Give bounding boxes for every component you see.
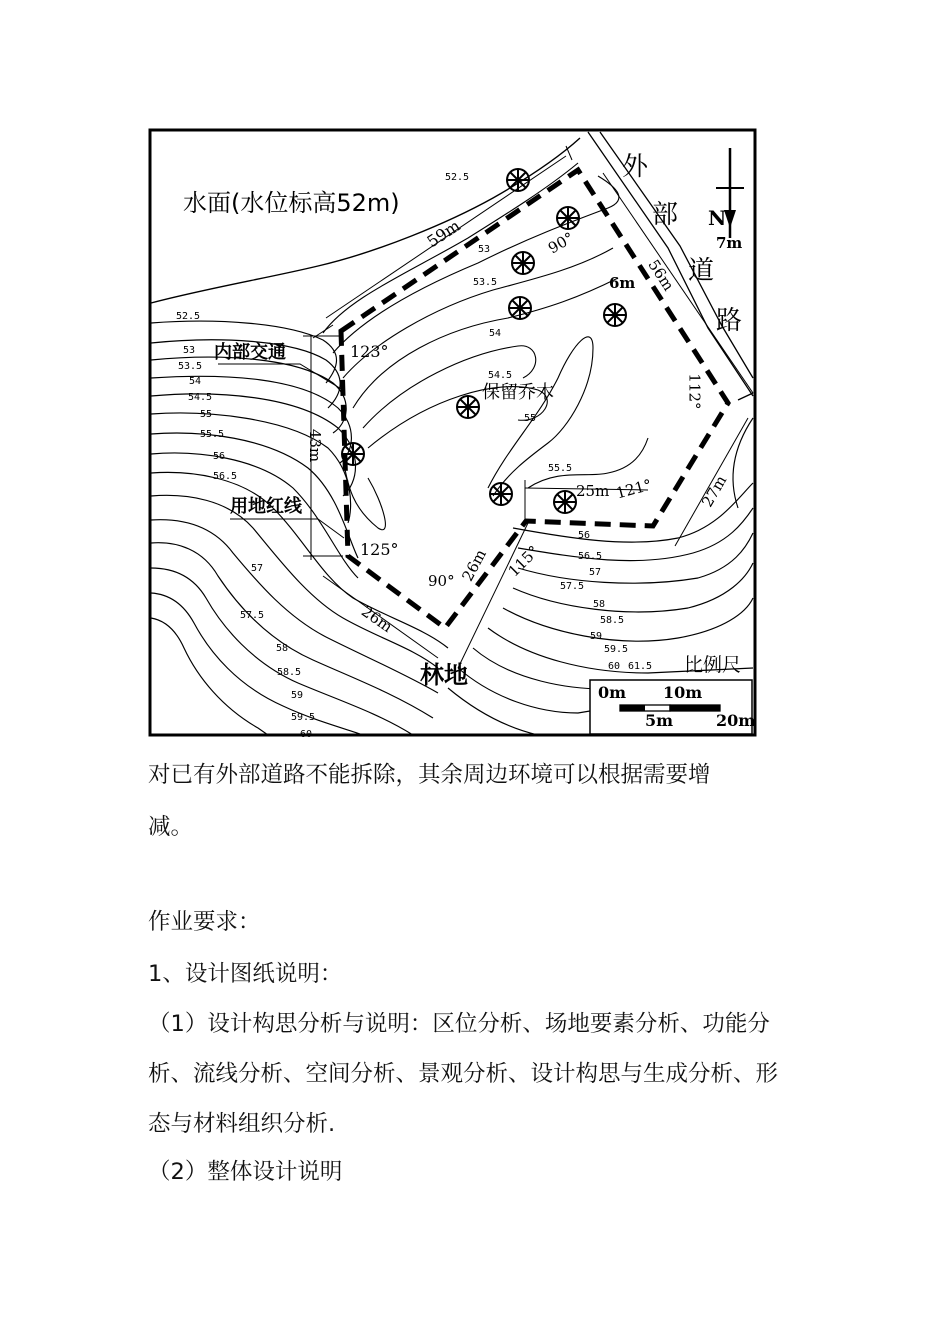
scale-top-0: 0m <box>598 683 627 702</box>
dim-26m-right: 26m <box>458 546 490 585</box>
contour-label: 58 <box>593 599 606 610</box>
scale-bottom-5: 5m <box>645 711 674 730</box>
contour-label: 52.5 <box>445 172 470 183</box>
contour-label: 56 <box>578 530 591 541</box>
external-road-lines <box>588 132 753 400</box>
item-1-line2: 析、流线分析、空间分析、景观分析、设计构思与生成分析、形 <box>148 1061 779 1087</box>
item-2: （2）整体设计说明 <box>148 1159 343 1185</box>
contour-label: 57 <box>589 567 602 578</box>
dim-6m: 6m <box>609 274 636 292</box>
paragraph-road-note-line1: 对已有外部道路不能拆除，其余周边环境可以根据需要增 <box>148 762 711 788</box>
dim-25m: 25m <box>576 482 610 500</box>
contour-label: 53.5 <box>473 277 498 288</box>
contour-label: 58.5 <box>600 615 625 626</box>
item-1-line1: （1）设计构思分析与说明：区位分析、场地要素分析、功能分 <box>148 1011 770 1037</box>
contour-label: 54.5 <box>488 370 513 381</box>
dim-43m: 43m <box>306 428 325 463</box>
dim-27m: 27m <box>698 472 731 511</box>
road-char-3: 道 <box>688 256 715 286</box>
contour-label: 54.5 <box>188 392 213 403</box>
tree-symbols <box>342 169 626 513</box>
contour-label: 55 <box>200 409 213 420</box>
dim-26m-left: 26m <box>358 602 396 637</box>
contour-label: 59.5 <box>604 644 629 655</box>
contour-label: 55.5 <box>200 429 225 440</box>
dim-7m: 7m <box>716 234 743 252</box>
north-label: N <box>708 206 727 230</box>
contour-label: 56 <box>213 451 226 462</box>
contour-label: 56.5 <box>213 471 238 482</box>
requirements-heading: 作业要求： <box>148 909 261 935</box>
contour-label: 60 <box>300 729 313 740</box>
retained-trees-label: 保留乔木 <box>482 382 554 403</box>
scale-title: 比例尺 <box>684 654 742 676</box>
contour-label: 58.5 <box>277 667 302 678</box>
road-char-1: 外 <box>622 152 649 182</box>
angle-90-top: 90° <box>545 228 578 258</box>
scale-bottom-20: 20m <box>716 711 756 730</box>
angle-90-bottom: 90° <box>428 572 455 590</box>
contour-label: 56.5 <box>578 551 603 562</box>
contour-label: 59 <box>291 690 304 701</box>
site-plan-figure <box>148 128 758 738</box>
angle-115: 115° <box>504 542 543 581</box>
contour-label: 59.5 <box>291 712 316 723</box>
angle-121: 121° <box>614 475 654 503</box>
dim-56m: 56m <box>644 256 678 295</box>
contour-label: 57 <box>251 563 264 574</box>
angle-123: 123° <box>350 342 389 361</box>
dim-59m: 59m <box>423 215 464 252</box>
angle-112: 112° <box>685 373 704 410</box>
contour-label: 59 <box>590 631 603 642</box>
contour-label: 57.5 <box>560 581 585 592</box>
paragraph-road-note-line2: 减。 <box>148 814 194 840</box>
contour-label: 60 <box>608 661 621 672</box>
contour-label: 58 <box>276 643 289 654</box>
shoreline <box>151 138 580 303</box>
site-red-line-label: 用地红线 <box>230 496 302 517</box>
angle-125: 125° <box>360 540 399 559</box>
contour-label: 61.5 <box>628 661 653 672</box>
item-1-line3: 态与材料组织分析. <box>148 1111 336 1137</box>
contour-label: 54 <box>489 328 502 339</box>
contour-label: 53.5 <box>178 361 203 372</box>
water-surface-label: 水面(水位标高52m) <box>183 189 400 217</box>
contour-label: 52.5 <box>176 311 201 322</box>
forest-label: 林地 <box>420 661 468 689</box>
road-char-4: 路 <box>716 306 743 336</box>
contour-label: 55.5 <box>548 463 573 474</box>
contour-label: 55 <box>524 413 537 424</box>
contour-label: 54 <box>189 376 202 387</box>
road-char-2: 部 <box>652 200 679 230</box>
contour-label: 53 <box>478 244 491 255</box>
internal-traffic-label: 内部交通 <box>214 342 286 363</box>
scale-top-10: 10m <box>663 683 703 702</box>
contour-label: 57.5 <box>240 610 265 621</box>
drawing-instructions-heading: 1、设计图纸说明： <box>148 961 343 987</box>
contour-label: 53 <box>183 345 196 356</box>
